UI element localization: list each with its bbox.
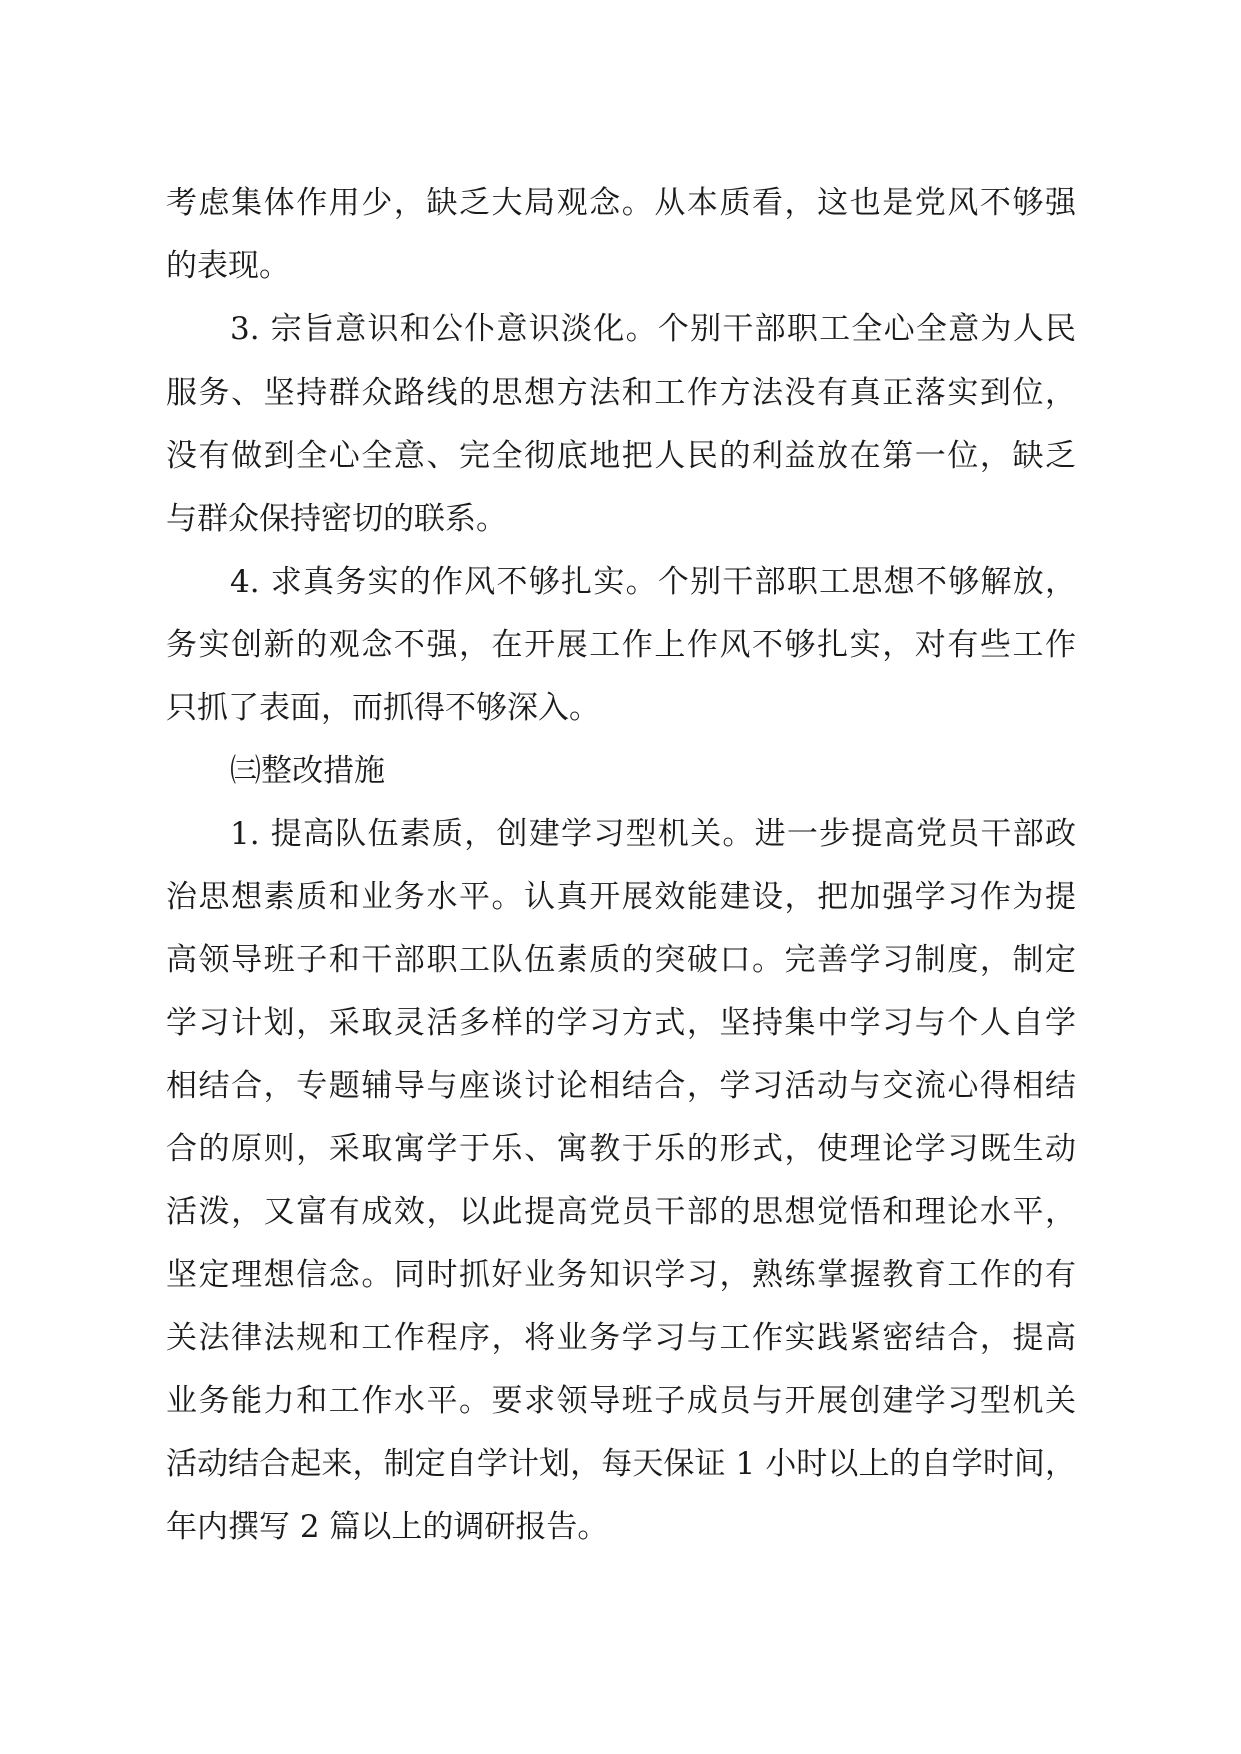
text-line: 1. 提高队伍素质，创建学习型机关。进一步提高党员干部政 [230,816,1076,852]
text-line: 务实创新的观念不强，在开展工作上作风不够扎实，对有些工作 [166,627,1076,663]
text-line: 业务能力和工作水平。要求领导班子成员与开展创建学习型机关 [166,1383,1076,1419]
text-line: 与群众保持密切的联系。 [166,501,507,537]
text-line: 相结合，专题辅导与座谈讨论相结合，学习活动与交流心得相结 [166,1068,1076,1104]
text-line: 没有做到全心全意、完全彻底地把人民的利益放在第一位，缺乏 [166,438,1076,474]
text-line: 只抓了表面，而抓得不够深入。 [166,690,600,726]
text-line: 的表现。 [166,248,290,284]
text-line: 4. 求真务实的作风不够扎实。个别干部职工思想不够解放， [230,564,1076,600]
text-line: 3. 宗旨意识和公仆意识淡化。个别干部职工全心全意为人民 [230,311,1076,347]
text-line: 考虑集体作用少，缺乏大局观念。从本质看，这也是党风不够强 [166,185,1076,221]
text-line: 年内撰写 2 篇以上的调研报告。 [166,1509,609,1545]
text-line: 活泼，又富有成效，以此提高党员干部的思想觉悟和理论水平， [166,1194,1076,1230]
text-line: 治思想素质和业务水平。认真开展效能建设，把加强学习作为提 [166,879,1076,915]
text-line: 活动结合起来，制定自学计划，每天保证 1 小时以上的自学时间， [166,1446,1076,1482]
text-line: 学习计划，采取灵活多样的学习方式，坚持集中学习与个人自学 [166,1005,1076,1041]
section-heading: ㈢整改措施 [230,753,385,789]
text-line: 服务、坚持群众路线的思想方法和工作方法没有真正落实到位， [166,375,1076,411]
text-line: 坚定理想信念。同时抓好业务知识学习，熟练掌握教育工作的有 [166,1257,1076,1293]
text-line: 合的原则，采取寓学于乐、寓教于乐的形式，使理论学习既生动 [166,1131,1076,1167]
text-line: 关法律法规和工作程序，将业务学习与工作实践紧密结合，提高 [166,1320,1076,1356]
text-line: 高领导班子和干部职工队伍素质的突破口。完善学习制度，制定 [166,942,1076,978]
